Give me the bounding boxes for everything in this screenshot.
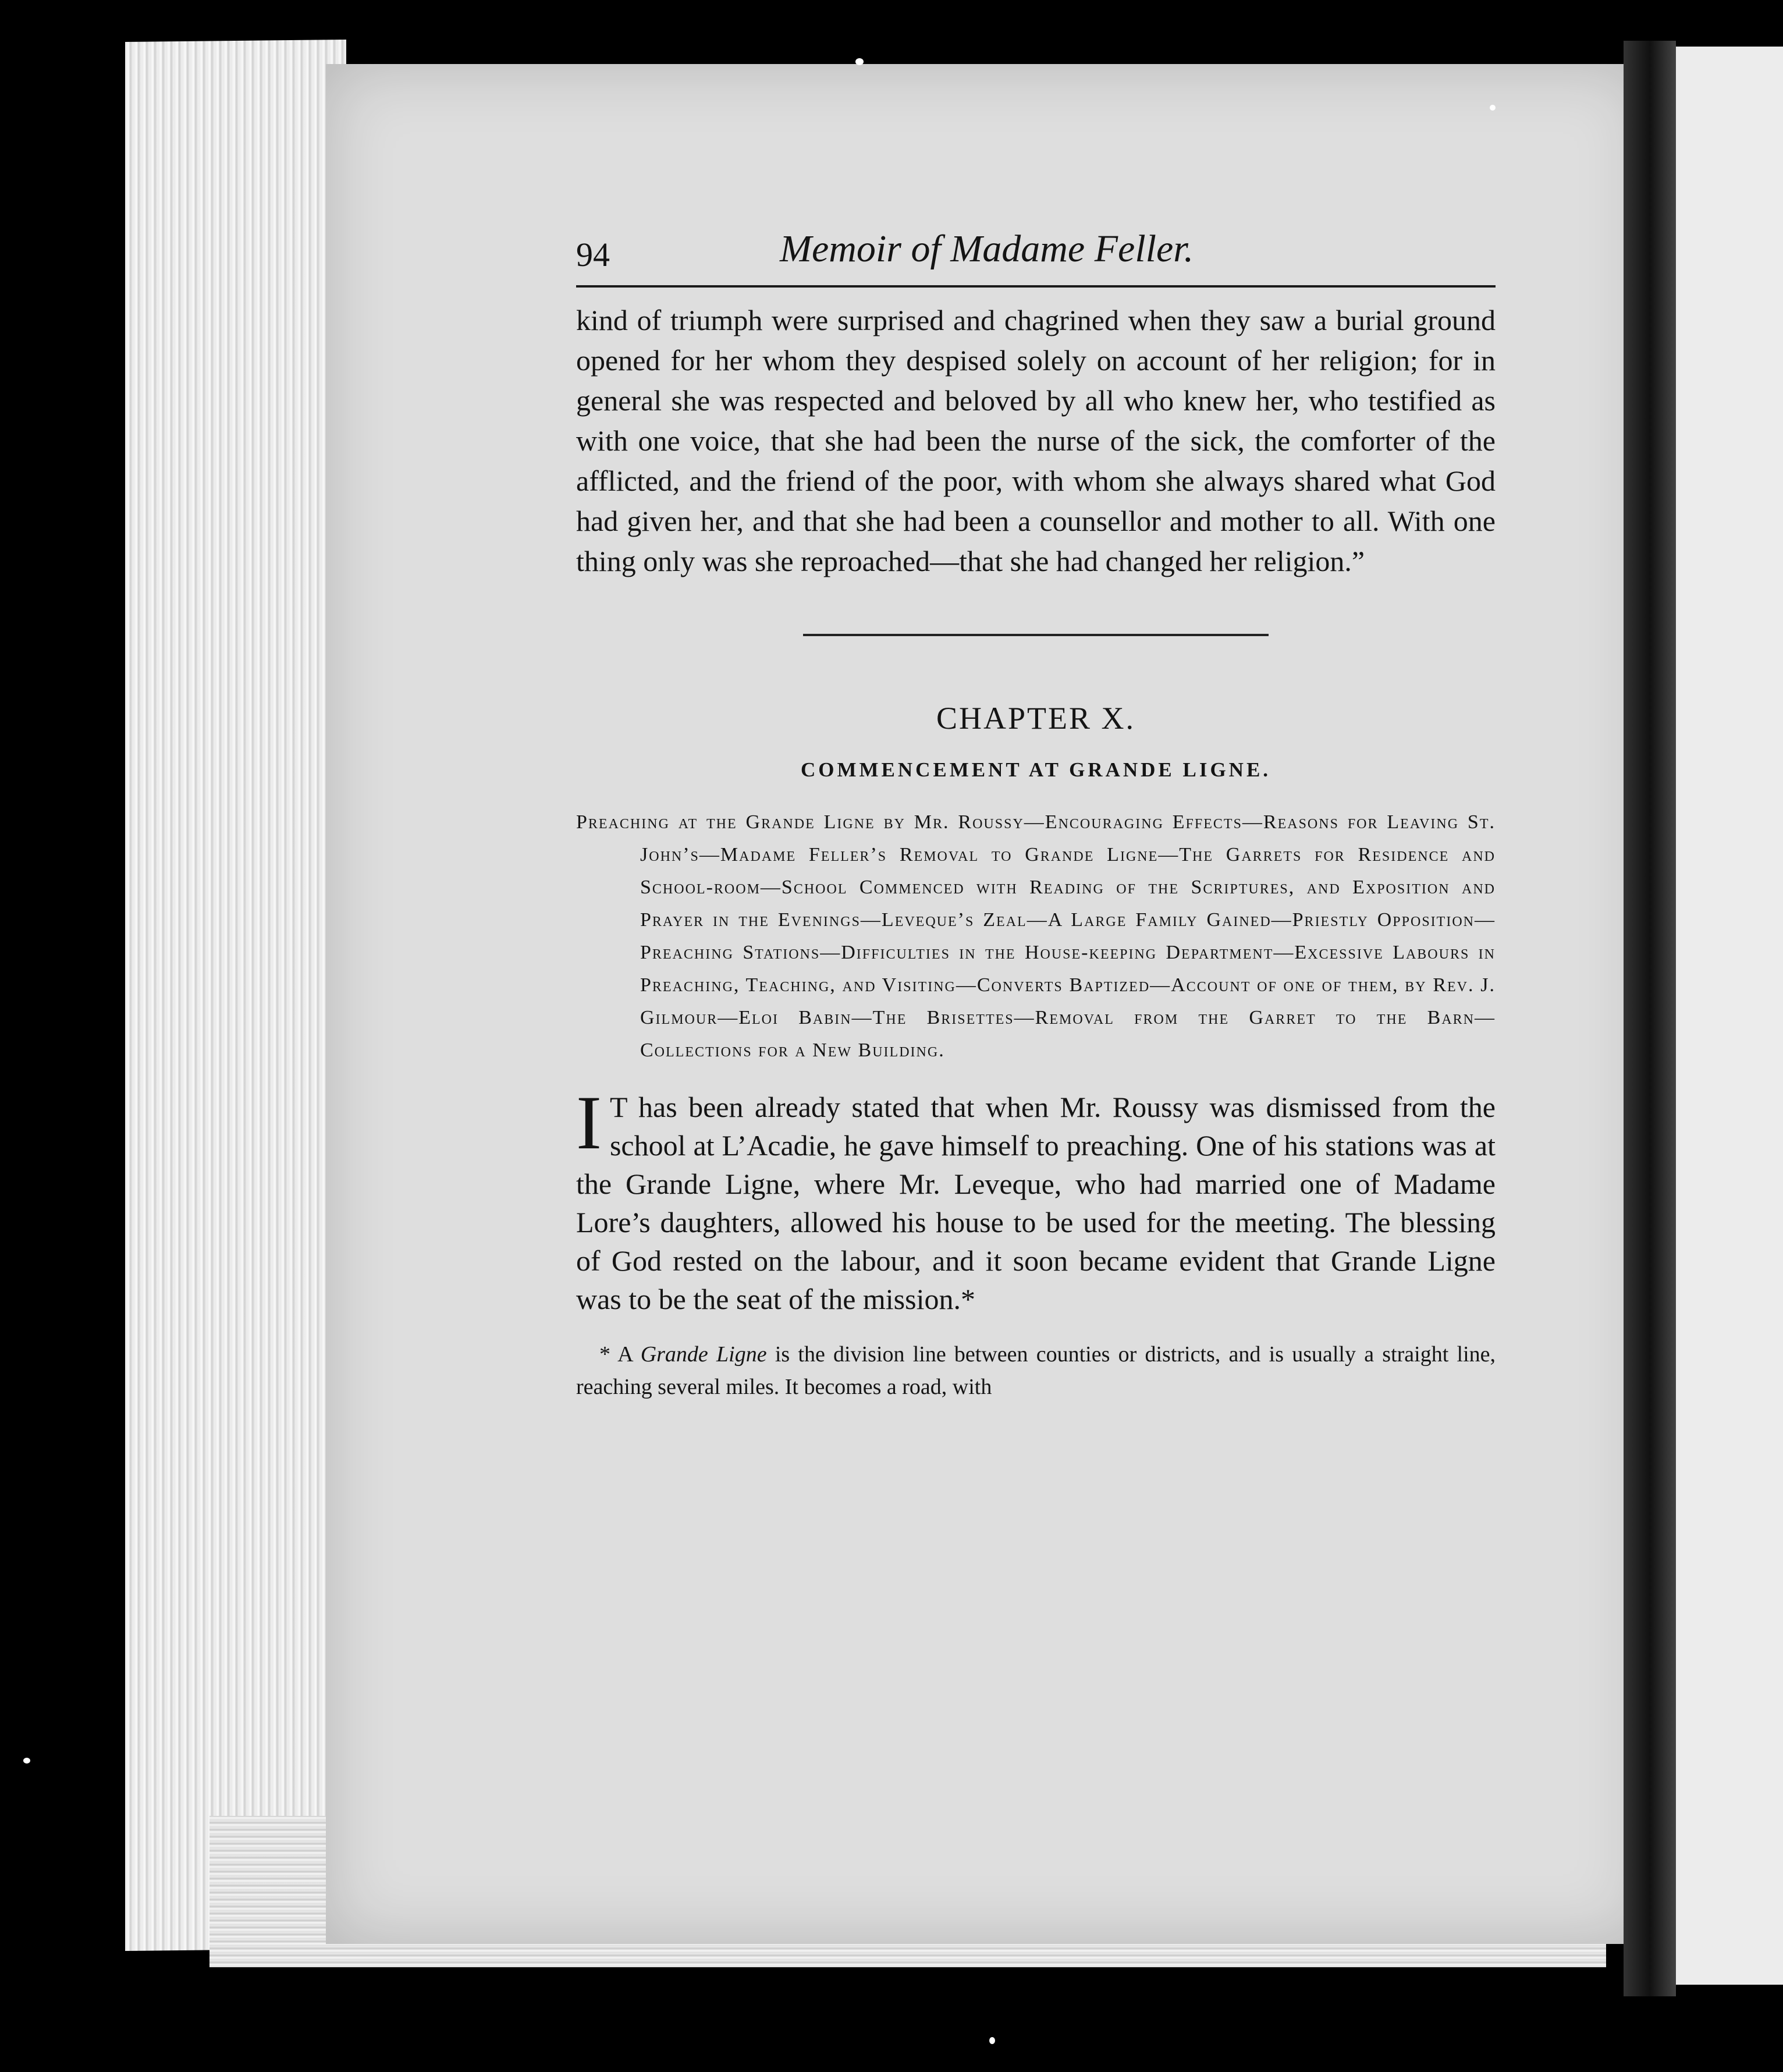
drop-cap: I: [576, 1080, 602, 1165]
chapter-number: CHAPTER X.: [936, 701, 1136, 736]
book-gutter: [1624, 41, 1676, 1996]
footnote-text: is the division line between counties or districts, and is usually a straight line, reaching several miles. It becomes a road, with: [576, 1342, 1496, 1399]
footnote: [576, 1338, 1496, 1403]
running-title: Memoir of Madame Feller.: [780, 228, 1194, 270]
dust-speck: [855, 58, 864, 65]
running-head: [576, 221, 1496, 288]
opening-text: T has been already stated that when Mr. Roussy was dismissed from the school at L’Acadie, he gave himself to preaching. One of his stations was at the Grande Ligne, where Mr. Leveque, who had married one of Madame Lore’s daughters, allowed his house to be used for the meeting. The blessing of God rested on the labour, and it soon became evident that Grande Ligne was to be the seat of the mission.*: [576, 1091, 1496, 1315]
page-number: 94: [576, 236, 610, 274]
continuation-paragraph: kind of triumph were surprised and chagrined when they saw a burial ground opened for her whom they despised solely on account of her religion; for in general she was respected and beloved by all who knew her, who testified as with one voice, that she had been the nurse of the sick, the comforter of the afflicted, and the friend of the poor, with whom she always shared what God had given her, and that she had been a counsellor and mother to all. With one thing only was she reproached—that she had changed her religion.”: [576, 304, 1496, 577]
page-content: [576, 221, 1496, 1403]
book-page-edges: [125, 40, 346, 1951]
continuation-text: [576, 300, 1496, 581]
dust-speck: [23, 1758, 30, 1764]
footnote-term: Grande Ligne: [640, 1342, 767, 1367]
dust-speck: [1490, 105, 1496, 111]
chapter-title: COMMENCEMENT AT GRANDE LIGNE.: [800, 758, 1271, 781]
dust-speck: [989, 2037, 995, 2044]
section-divider: [803, 634, 1269, 636]
footnote-marker: * A: [599, 1342, 641, 1367]
opening-paragraph: [576, 1080, 1496, 1318]
chapter-synopsis: Preaching at the Grande Ligne by Mr. Roussy—Encouraging Effects—Reasons for Leaving St. John’s—Madame Feller’s Removal to Grande Ligne—The Garrets for Residence and School-room—School Commenced with Reading of the Scriptures, and Exposition and Prayer in the Evenings—Leveque’s Zeal—A Large Family Gained—Priestly Opposition—Preaching Stations—Difficulties in the House-keeping Department—Excessive Labours in Preaching, Teaching, and Visiting—Converts Baptized—Account of one of them, by Rev. J. Gilmour—Eloi Babin—The Brisettes—Removal from the Garret to the Barn—Collections for a New Building.: [576, 811, 1496, 1061]
